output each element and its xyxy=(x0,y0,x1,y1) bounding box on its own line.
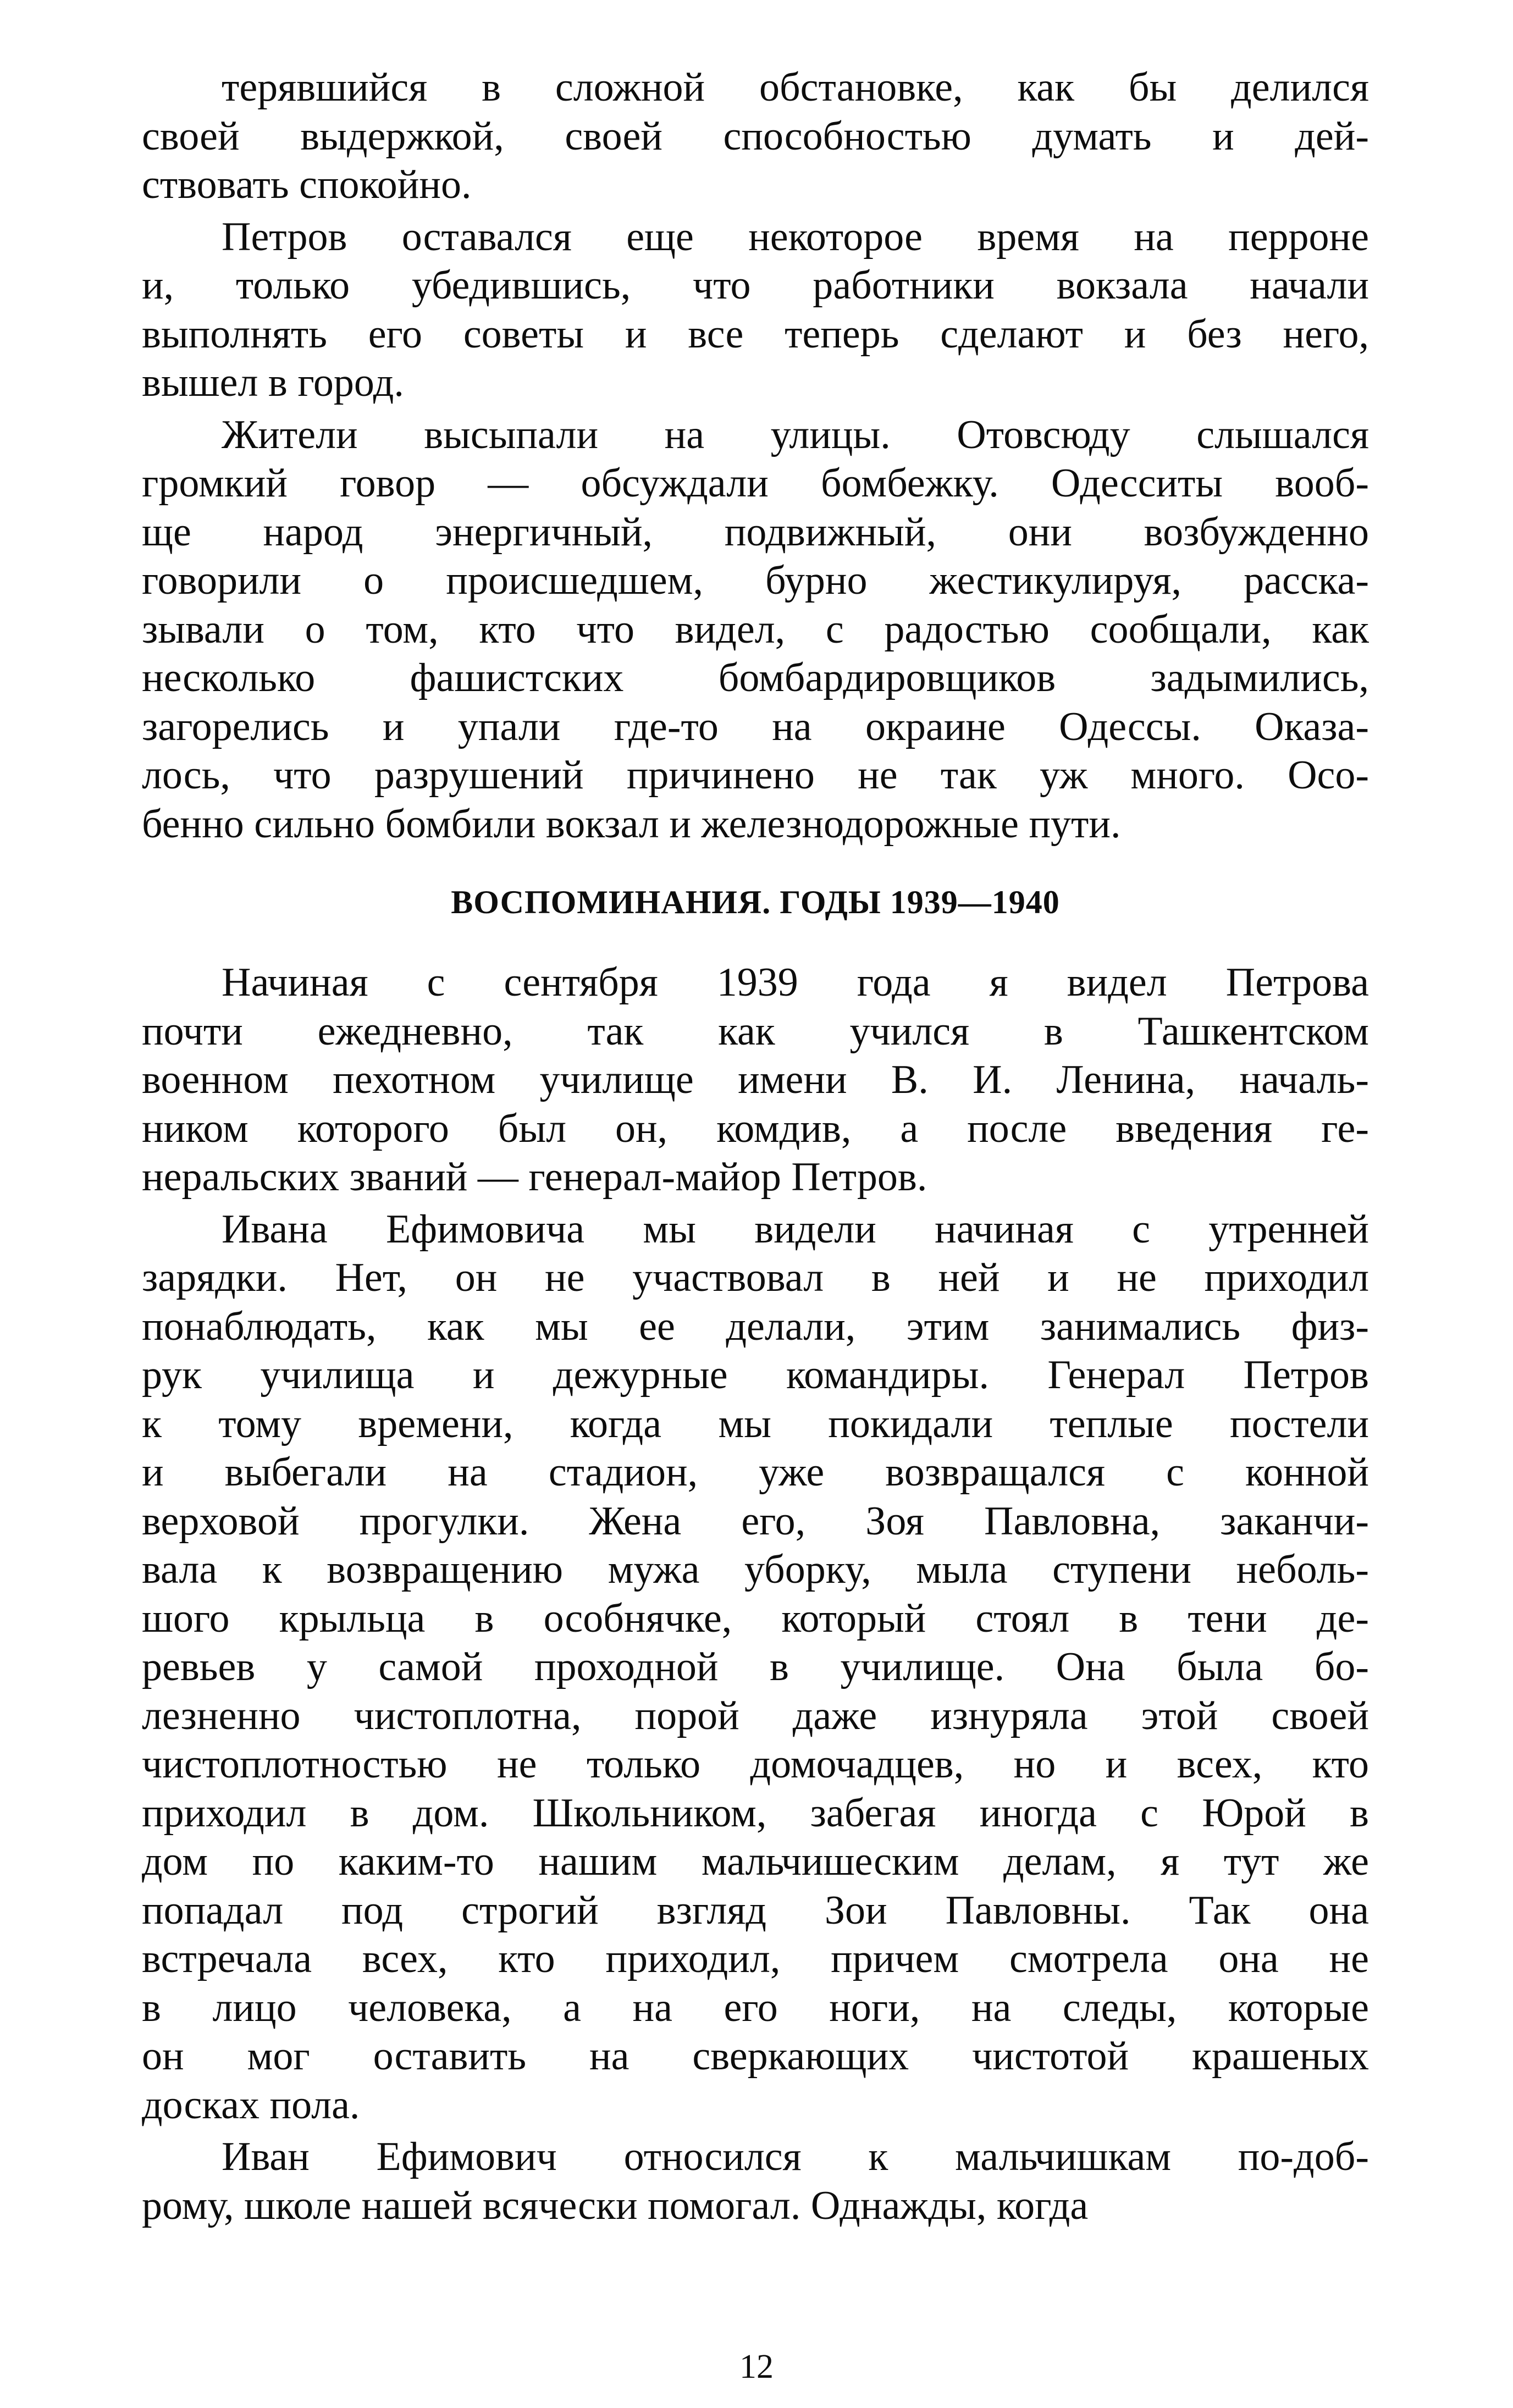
paragraph xyxy=(142,2133,1369,2230)
page-number: 12 xyxy=(739,2348,774,2385)
page-body xyxy=(142,63,1369,2230)
text-line: ствовать спокойно. xyxy=(142,162,472,207)
text-line: приходил в дом. Школьником, забегая иногда с Юрой в xyxy=(142,1790,1369,1836)
text-line: Жители высыпали на улицы. Отовсюду слышался xyxy=(222,412,1369,457)
text-line: вышел в город. xyxy=(142,360,404,405)
text-line: зарядки. Нет, он не участвовал в ней и не приходил xyxy=(142,1255,1369,1300)
text-line: Иван Ефимович относился к мальчишкам по-доб- xyxy=(222,2134,1369,2179)
text-line: к тому времени, когда мы покидали теплые постели xyxy=(142,1401,1369,1446)
text-line: и выбегали на стадион, уже возвращался с конной xyxy=(142,1450,1369,1495)
text-line: военном пехотном училище имени В. И. Ленина, началь- xyxy=(142,1057,1369,1102)
text-line: в лицо человека, а на его ноги, на следы, которые xyxy=(142,1985,1369,2030)
text-line: чистоплотностью не только домочадцев, но и всех, кто xyxy=(142,1742,1369,1787)
paragraph xyxy=(142,63,1369,209)
paragraph xyxy=(142,1205,1369,2130)
text-line: Петров оставался еще некоторое время на перроне xyxy=(222,214,1369,259)
text-line: ником которого был он, комдив, а после введения ге- xyxy=(142,1106,1369,1151)
text-line: выполнять его советы и все теперь сделают и без него, xyxy=(142,311,1369,357)
text-line: громкий говор — обсуждали бомбежку. Одесситы вооб- xyxy=(142,461,1369,506)
text-line: бенно сильно бомбили вокзал и железнодорожные пути. xyxy=(142,801,1121,847)
text-line: загорелись и упали где-то на окраине Одессы. Оказа- xyxy=(142,704,1369,749)
text-line: терявшийся в сложной обстановке, как бы делился xyxy=(222,65,1369,110)
text-block-bottom xyxy=(142,958,1369,2230)
text-line: рук училища и дежурные командиры. Генерал Петров xyxy=(142,1352,1369,1398)
text-line: ще народ энергичный, подвижный, они возбужденно xyxy=(142,509,1369,555)
text-line: зывали о том, кто что видел, с радостью сообщали, как xyxy=(142,606,1369,652)
text-block-top xyxy=(142,63,1369,848)
text-line: он мог оставить на сверкающих чистотой крашеных xyxy=(142,2034,1369,2079)
text-line: Ивана Ефимовича мы видели начиная с утренней xyxy=(222,1206,1369,1252)
text-line: верховой прогулки. Жена его, Зоя Павловна, заканчи- xyxy=(142,1498,1369,1544)
text-line: досках пола. xyxy=(142,2082,360,2128)
text-line: и, только убедившись, что работники вокзала начали xyxy=(142,263,1369,308)
paragraph xyxy=(142,213,1369,407)
section-heading: ВОСПОМИНАНИЯ. ГОДЫ 1939—1940 xyxy=(451,884,1060,920)
text-line: почти ежедневно, так как учился в Ташкентском xyxy=(142,1008,1369,1054)
paragraph xyxy=(142,411,1369,849)
text-line: встречала всех, кто приходил, причем смотрела она не xyxy=(142,1936,1369,1981)
paragraph xyxy=(142,958,1369,1202)
text-line: попадал под строгий взгляд Зои Павловны. Так она xyxy=(142,1887,1369,1933)
text-line: неральских званий — генерал-майор Петров. xyxy=(142,1155,927,1200)
text-line: лезненно чистоплотна, порой даже изнуряла этой своей xyxy=(142,1693,1369,1738)
text-line: вала к возвращению мужа уборку, мыла ступени неболь- xyxy=(142,1547,1369,1592)
text-line: своей выдержкой, своей способностью думать и дей- xyxy=(142,113,1369,159)
text-line: шого крыльца в особнячке, который стоял в тени де- xyxy=(142,1595,1369,1641)
text-line: несколько фашистских бомбардировщиков задымились, xyxy=(142,655,1369,700)
text-line: говорили о происшедшем, бурно жестикулируя, расска- xyxy=(142,558,1369,603)
text-line: лось, что разрушений причинено не так уж много. Осо- xyxy=(142,753,1369,798)
text-line: дом по каким-то нашим мальчишеским делам, я тут же xyxy=(142,1839,1369,1884)
text-line: ревьев у самой проходной в училище. Она была бо- xyxy=(142,1644,1369,1689)
text-line: рому, школе нашей всячески помогал. Однажды, когда xyxy=(142,2183,1089,2228)
text-line: понаблюдать, как мы ее делали, этим занимались физ- xyxy=(142,1304,1369,1349)
text-line: Начиная с сентября 1939 года я видел Петрова xyxy=(222,960,1369,1005)
